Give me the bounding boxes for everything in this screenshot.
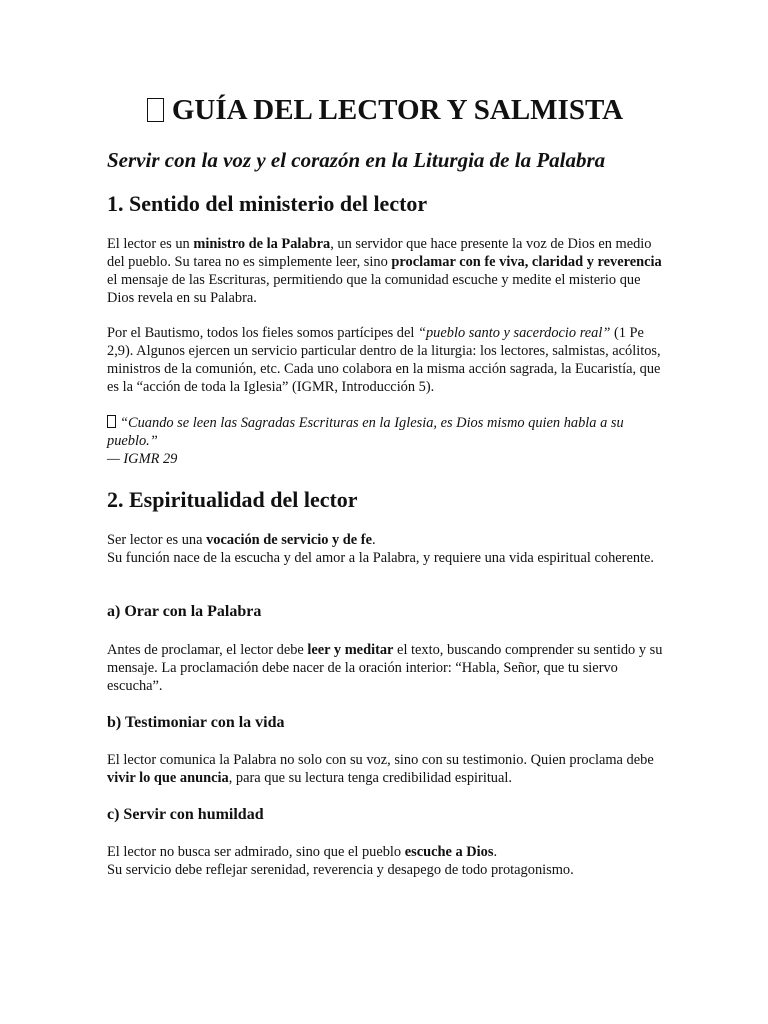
subsection-c-heading: c) Servir con humildad xyxy=(107,806,264,823)
text-run: , para que su lectura tenga credibilidad espiritual. xyxy=(228,770,512,786)
text-run: Antes de proclamar, el lector debe xyxy=(107,642,308,658)
section-2-intro xyxy=(107,531,663,567)
document-title-text: GUÍA DEL LECTOR Y SALMISTA xyxy=(171,94,624,126)
subsection-a-heading: a) Orar con la Palabra xyxy=(107,603,262,620)
text-run: el mensaje de las Escrituras, permitiendo que la comunidad escuche y medite el misterio que Dios revela en su Palabra. xyxy=(107,272,641,306)
text-run: Por el Bautismo, todos los fieles somos partícipes del xyxy=(107,325,418,341)
document-subtitle: Servir con la voz y el corazón en la Liturgia de la Palabra xyxy=(107,148,606,172)
bold-run: ministro de la Palabra xyxy=(193,236,331,252)
bold-run: leer y meditar xyxy=(307,642,394,658)
document-title xyxy=(107,92,663,128)
quote-source: — IGMR 29 xyxy=(107,451,178,467)
section-1-paragraph-2 xyxy=(107,324,663,396)
section-1-paragraph-1 xyxy=(107,235,663,307)
book-icon xyxy=(147,98,164,122)
quote-text: “Cuando se leen las Sagradas Escrituras en la Iglesia, es Dios mismo quien habla a su pueblo.” xyxy=(107,415,624,449)
bold-run: vocación de servicio y de fe xyxy=(206,532,372,548)
subsection-b-heading: b) Testimoniar con la vida xyxy=(107,714,285,731)
italic-run: “pueblo santo y sacerdocio real” xyxy=(417,325,611,341)
bold-run: vivir lo que anuncia xyxy=(107,770,229,786)
text-run: (1 Pe 2,9). Algunos ejercen un servicio particular dentro de la liturgia: los lectores, salmistas, acólitos, ministros de la comunión, etc. Cada uno colabora en la misma acción sagrada, la Eucaristía, que es la “acción de toda la Iglesia” (IGMR, Introducción 5). xyxy=(107,325,661,395)
text-run: . xyxy=(371,532,376,548)
text-run: Su función nace de la escucha y del amor a la Palabra, y requiere una vida espiritual coherente. xyxy=(107,550,655,566)
subsection-b-paragraph xyxy=(107,751,663,787)
section-1-quote xyxy=(107,414,663,468)
section-2-heading: 2. Espiritualidad del lector xyxy=(107,487,358,512)
text-run: El lector es un xyxy=(107,236,194,252)
section-1-heading: 1. Sentido del ministerio del lector xyxy=(107,191,428,216)
text-run: , un servidor que hace presente la voz de Dios en medio del pueblo. Su tarea no es simplemente leer, sino xyxy=(107,236,652,270)
text-run: el texto, buscando comprender su sentido y su mensaje. La proclamación debe nacer de la oración interior: “Habla, Señor, que tu siervo escucha”. xyxy=(107,642,663,694)
book-icon xyxy=(107,415,116,428)
subsection-a-paragraph xyxy=(107,641,663,695)
text-run: . xyxy=(493,844,498,860)
text-run: Su servicio debe reflejar serenidad, reverencia y desapego de todo protagonismo. xyxy=(107,862,574,878)
text-run: El lector no busca ser admirado, sino que el pueblo xyxy=(107,844,405,860)
subsection-c-paragraph xyxy=(107,843,663,879)
bold-run: escuche a Dios xyxy=(404,844,494,860)
bold-run: proclamar con fe viva, claridad y reverencia xyxy=(391,254,662,270)
text-run: El lector comunica la Palabra no solo con su voz, sino con su testimonio. Quien proclama debe xyxy=(107,752,654,768)
text-run: Ser lector es una xyxy=(107,532,207,548)
